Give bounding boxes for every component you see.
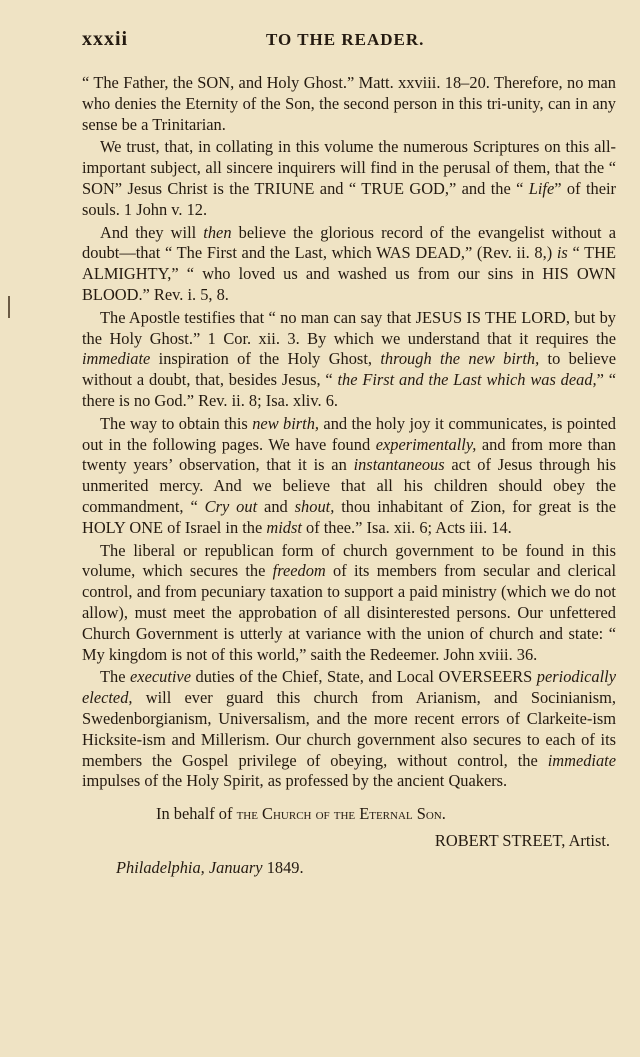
italic-text: instantaneous [353, 455, 445, 475]
italic-text: Cry out [204, 496, 258, 516]
italic-text: executive [130, 667, 191, 687]
paragraph [82, 414, 616, 539]
body-text [82, 73, 616, 792]
dateline [82, 858, 616, 878]
italic-text: new birth, [252, 413, 320, 433]
margin-mark [8, 296, 10, 318]
text-run: thou inhabitant of Zion, for great is the HOLY ONE of Israel in the [82, 496, 616, 537]
text-run: act of Jesus through his unmerited mercy. And we believe that all his children should obey the commandment, “ [82, 455, 617, 516]
text-run: of thee.” Isa. xii. 6; Acts iii. 14. [301, 517, 512, 537]
behalf-prefix: In behalf of [156, 804, 237, 824]
paragraph [82, 73, 616, 135]
church-name: the Church of the Eternal Son. [236, 804, 446, 824]
paragraph [82, 667, 616, 792]
author-signature: ROBERT STREET, Artist. [434, 831, 610, 851]
text-run: “ THE ALMIGHTY,” “ who loved us and washed us from our sins in HIS OWN BLOOD.” Rev. i. 5, 8. [82, 243, 616, 304]
paragraph [82, 137, 616, 220]
text-run: The [100, 667, 131, 687]
text-run: and the holy joy it communicates, is pointed out in the following pages. We have found [82, 413, 616, 454]
italic-text: periodically elected, [82, 667, 616, 708]
italic-text: freedom [272, 561, 326, 581]
text-run: duties of the Chief, State, and Local OVERSEERS [190, 667, 537, 687]
paragraph [82, 223, 616, 306]
italic-text: immediate [82, 349, 151, 369]
text-run: “ The Father, the SON, and Holy Ghost.” Matt. xxviii. 18–20. Therefore, no man who denies the Eternity of the Son, the second person in this tri-unity, can in any sense be a Trinitarian. [82, 73, 616, 134]
text-run: ” “ there is no God.” Rev. ii. 8; Isa. xliv. 6. [82, 370, 616, 410]
dateline-place: Philadelphia, January [116, 858, 263, 878]
text-run: We trust, that, in collating in this volume the numerous Scriptures on this all-important subject, all sincere inquirers will find in the perusal of them, that the “ SON” Jesus Christ is the TRIUNE and “ TRUE GOD,” and the “ [82, 137, 616, 198]
text-run: The Apostle testifies that “ no man can say that JESUS IS THE LORD, but by the Holy Ghost.” 1 Cor. xii. 3. By which we understand that it requires the [82, 307, 616, 348]
text-run: will ever guard this church from Arianism, and Socinianism, Swedenborgianism, Universalism, and the more recent errors of Clarkeite-ism Hicksite-ism and Millerism. Our church government also secures to each of its members the Gospel privilege of obeying, without control, the [82, 688, 616, 770]
text-run: believe the glorious record of the evangelist without a doubt—that “ The First and the Last, which WAS DEAD,” (Rev. ii. 8,) [82, 222, 616, 263]
text-run: impulses of the Holy Spirit, as professed by the ancient Quakers. [82, 771, 508, 791]
text-run: The way to obtain this [100, 413, 253, 433]
italic-text: experimentally, [375, 434, 477, 454]
text-run: and [257, 496, 295, 516]
text-run: of its members from secular and clerical control, and from pecuniary taxation to support a paid ministry (which we do not allow), must meet the approbation of all disinterested persons. Our unfettered Church Government is utterly at variance with the union of church and state: “ My kingdom is not of this world,” saith the Redeemer. John xviii. 36. [82, 561, 617, 664]
italic-text: Life [528, 178, 555, 198]
behalf-line [82, 804, 616, 824]
paragraph [82, 308, 616, 412]
page-number: xxxii [82, 28, 129, 50]
italic-text: is [556, 243, 568, 263]
italic-text: through the new birth, [380, 349, 540, 369]
italic-text: shout, [294, 496, 335, 516]
italic-text: the First and the Last which was dead, [337, 370, 597, 390]
text-run: The liberal or republican form of church government to be found in this volume, which secures the [82, 540, 616, 581]
text-run: and from more than twenty years’ observation, that it is an [82, 434, 616, 475]
italic-text: midst [266, 517, 302, 537]
text-run: inspiration of the Holy Ghost, [150, 349, 381, 369]
text-run: And they will [100, 222, 204, 242]
running-title: TO THE READER. [266, 30, 425, 49]
dateline-year: 1849. [266, 858, 304, 878]
paragraph [82, 541, 616, 666]
text-run: ” of their souls. 1 John v. 12. [82, 178, 616, 219]
running-header [82, 28, 616, 68]
text-run: to believe without a doubt, that, besides Jesus, “ [82, 349, 616, 390]
italic-text: immediate [547, 750, 616, 770]
italic-text: then [203, 222, 232, 242]
